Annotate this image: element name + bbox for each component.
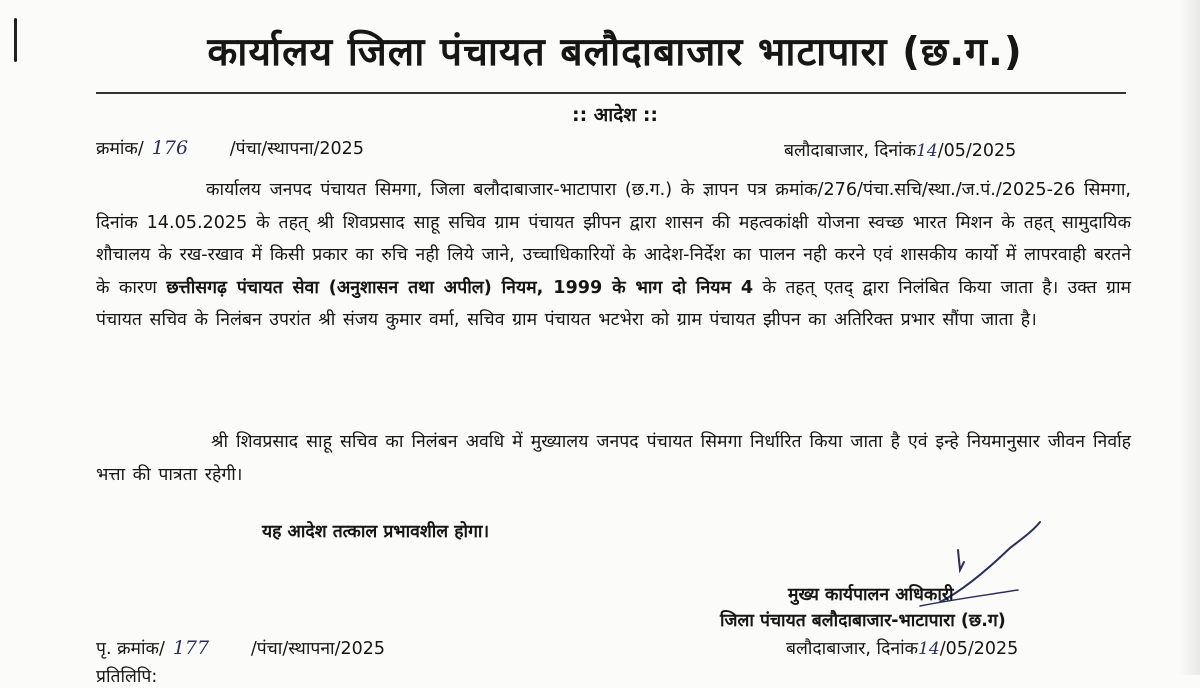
endorsement-handwritten-day: 14 (918, 639, 940, 659)
office-title: कार्यालय जिला पंचायत बलौदाबाजार भाटापारा (छ.ग.) (207, 30, 1023, 75)
date-month-year: /05/2025 (937, 141, 1017, 161)
copy-to-heading: प्रतिलिपि: (96, 667, 158, 687)
endorsement-prefix: पृ. क्रमांक/ (96, 639, 165, 659)
paragraph-1-text-a: कार्यालय जनपद पंचायत सिमगा, जिला बलौदाबाजार-भाटापारा (छ.ग.) के ज्ञापन पत्र क्रमांक/276/पंचा.सचि/स्था./ज.पं./2025-26 सिमगा, दिनांक 14.05.2025 के तहत् श्री शिवप्रसाद साहू सचिव ग्राम पंचायत झीपन द्वारा शासन की महत्वकांक्षी योजना स्वच्छ भारत मिशन के तहत् सामुदायिक शौचालय के रख-रखाव में किसी प्रकार का रुचि नही लिये जाने, उच्चाधिकारियों के आदेश-निर्देश का पालन नही करने एवं शासकीय कार्यो में लापरवाही बरतने के कारण (96, 180, 1131, 298)
order-paragraph-1 (96, 174, 1131, 337)
endorsement-number (96, 636, 385, 660)
order-paragraph-2 (96, 426, 1131, 491)
reference-date (784, 138, 1016, 162)
reference-prefix: क्रमांक/ (96, 139, 144, 159)
order-heading: :: आदेश :: (571, 104, 659, 126)
endorsement-suffix: /पंचा/स्थापना/2025 (250, 639, 386, 659)
date-handwritten-day: 14 (916, 141, 938, 161)
signatory-office: जिला पंचायत बलौदाबाजार-भाटापारा (छ.ग) (720, 611, 1006, 631)
endorsement-date-prefix: बलौदाबाजार, दिनांक (786, 639, 919, 659)
paragraph-1-rule-reference: छत्तीसगढ़ पंचायत सेवा (अनुशासन तथा अपील) नियम, 1999 के भाग दो नियम 4 (166, 277, 754, 298)
paragraph-1-text-b: के तहत् एतद् द्वारा निलंबित किया जाता है। उक्त ग्राम पंचायत सचिव के निलंबन उपरांत श्री संजय कुमार वर्मा, सचिव ग्राम पंचायत भटभेरा को ग्राम पंचायत झीपन का अतिरिक्त प्रभार सौंपा जाता है। (96, 277, 1132, 331)
effective-statement: यह आदेश तत्काल प्रभावशील होगा। (262, 522, 490, 542)
date-prefix: बलौदाबाजार, दिनांक (784, 141, 917, 161)
reference-suffix: /पंचा/स्थापना/2025 (229, 139, 364, 159)
endorsement-date (786, 636, 1018, 660)
reference-number (96, 136, 364, 160)
endorsement-month-year: /05/2025 (939, 639, 1019, 659)
reference-handwritten-number: 176 (151, 137, 189, 159)
endorsement-handwritten-number: 177 (172, 637, 210, 659)
signatory-designation: मुख्य कार्यपालन अधिकारी (788, 585, 954, 605)
page-right-shadow (1178, 0, 1200, 675)
paragraph-2-text: श्री शिवप्रसाद साहू सचिव का निलंबन अवधि में मुख्यालय जनपद पंचायत सिमगा निर्धारित किया जाता है एवं इन्हे नियमानुसार जीवन निर्वाह भत्ता की पात्रता रहेगी। (96, 432, 1131, 485)
title-underline (96, 92, 1126, 94)
